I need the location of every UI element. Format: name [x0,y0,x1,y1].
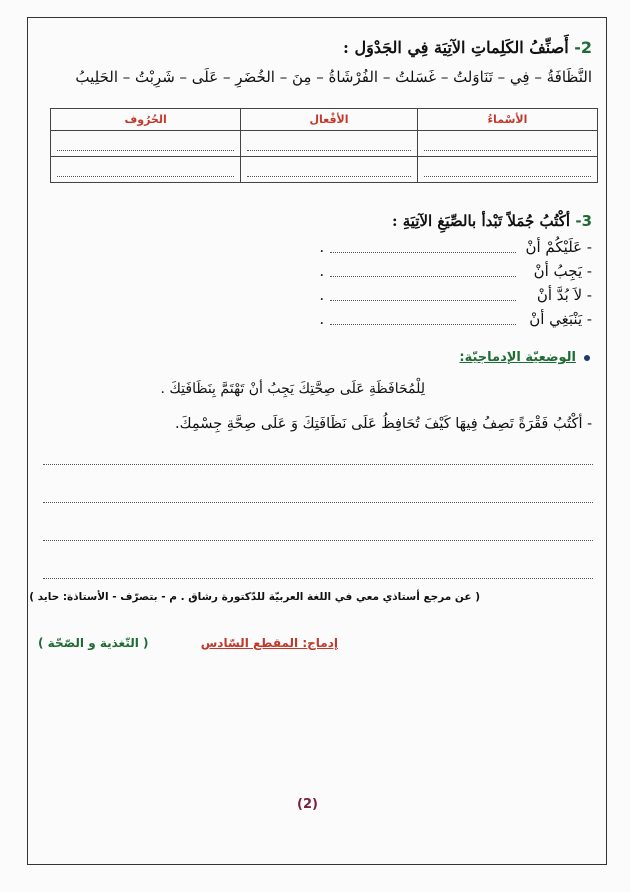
header-nouns: الأسْماءُ [417,109,597,131]
table-row [51,157,598,183]
integration-label [201,636,338,650]
item-dash: - [586,286,592,304]
situation-title: الوضعيّة الإدماجيّة: [459,350,576,365]
table-header-row [51,109,598,131]
answer-line[interactable] [330,313,516,325]
answer-line[interactable] [330,265,516,277]
classification-table [50,108,598,183]
item-stop: . [319,310,325,328]
writing-line[interactable] [43,502,593,503]
table-row [51,131,598,157]
table-cell[interactable] [417,157,597,183]
item-dash: - [586,262,592,280]
item-label: يَنْبَغِي أنْ [529,310,583,328]
header-particles: الحُرُوف [51,109,241,131]
table-cell[interactable] [51,131,241,157]
item-dash: - [586,238,592,256]
header-verbs: الأفْعال [241,109,418,131]
item-stop: . [319,286,325,304]
page-number: (2) [297,797,318,812]
question-3-instruction: أكْتُبُ جُمَلاً تَبْدأ بالصِّيَغِ الآتِيَةِ : [391,212,571,230]
question-2-number: 2- [574,38,592,57]
writing-task: - أكْتُبُ فَقْرَةً تَصِفُ فِيهَا كَيْفَ تُحَافِظُ عَلَى نَظَافَتِكَ وَ عَلَى صِحَّةِ جِسْمِكَ. [175,416,592,432]
item-label: عَلَيْكُمْ أنْ [525,238,583,256]
sentence-item [319,286,592,304]
bullet-icon [584,355,590,361]
sentence-item [319,262,592,280]
item-label: لاَ بُدَّ أنْ [536,286,583,304]
sentence-item [319,310,592,328]
question-3-title [392,212,592,230]
word-list: النَّظَافَةُ – فِي – تَنَاوَلتُ – غَسَلتُ – الفُرْشَاةُ – مِنَ – الخُضَرِ – عَلَى – شَرِبْتُ – الحَلِيبُ [75,68,592,86]
situation-text: لِلْمُحَافَظَةِ عَلَى صِحَّتِكَ يَجِبُ أنْ تَهْتَمَّ بِنَظَافَتِكَ . [160,381,425,397]
item-label: يَجِبُ أنْ [533,262,583,280]
writing-line[interactable] [43,464,593,465]
situation-heading [459,350,590,365]
item-dash: - [586,310,592,328]
answer-line[interactable] [330,241,516,253]
question-2-instruction: أَصنِّفُ الكَلِماتِ الآتِيَة فِي الجَدْوَل : [343,38,569,57]
table-cell[interactable] [241,131,418,157]
item-stop: . [319,262,325,280]
writing-line[interactable] [43,540,593,541]
answer-line[interactable] [330,289,516,301]
unit-theme: ( التّغذية و الصّحّة ) [38,636,149,650]
integration-text: إدماج: المقطع السّادس [200,636,338,650]
question-3-number: 3- [575,212,592,230]
question-2-title [343,38,592,57]
table-cell[interactable] [241,157,418,183]
reference-note: ( عن مرجع أستاذي معي في اللغة العربيّة للدّكتورة رشاق . م - بتصرّف - الأستاذة: حايد ) [29,591,480,603]
sentence-item [319,238,592,256]
table-cell[interactable] [51,157,241,183]
item-stop: . [319,238,325,256]
writing-line[interactable] [43,578,593,579]
table-cell[interactable] [417,131,597,157]
